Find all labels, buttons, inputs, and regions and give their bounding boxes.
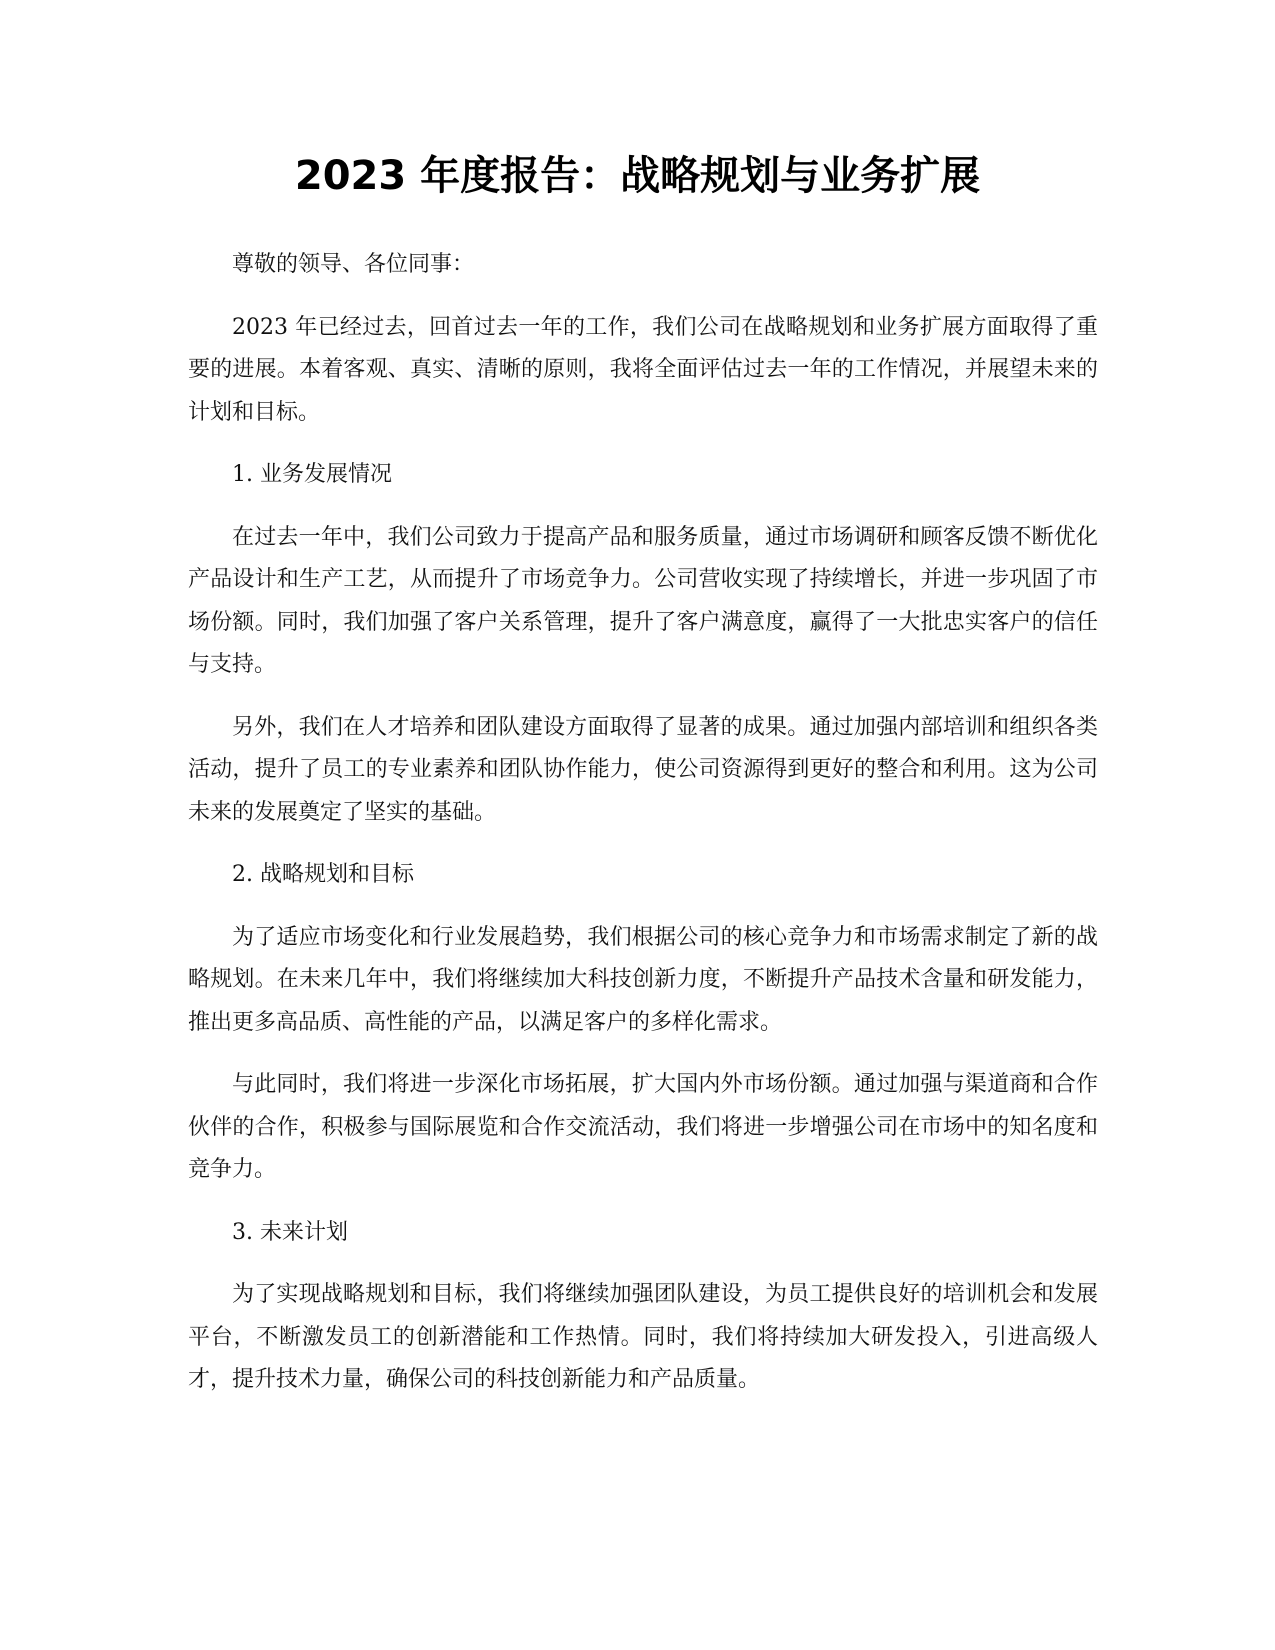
section-heading-strategy: 2. 战略规划和目标 [232,862,414,887]
section-paragraph: 与此同时，我们将进一步深化市场拓展，扩大国内外市场份额。通过加强与渠道商和合作伙伴的合作，积极参与国际展览和合作交流活动，我们将进一步增强公司在市场中的知名度和竞争力。 [188,1072,1098,1182]
section-paragraph: 在过去一年中，我们公司致力于提高产品和服务质量，通过市场调研和顾客反馈不断优化产品设计和生产工艺，从而提升了市场竞争力。公司营收实现了持续增长，并进一步巩固了市场份额。同时，我们加强了客户关系管理，提升了客户满意度，赢得了一大批忠实客户的信任与支持。 [188,524,1098,677]
document-body [188,244,1098,1422]
intro-paragraph: 2023 年已经过去，回首过去一年的工作，我们公司在战略规划和业务扩展方面取得了重要的进展。本着客观、真实、清晰的原则，我将全面评估过去一年的工作情况，并展望未来的计划和目标。 [188,314,1098,425]
section-paragraph: 另外，我们在人才培养和团队建设方面取得了显著的成果。通过加强内部培训和组织各类活动，提升了员工的专业素养和团队协作能力，使公司资源得到更好的整合和利用。这为公司未来的发展奠定了坚实的基础。 [188,714,1098,825]
section-paragraph: 为了适应市场变化和行业发展趋势，我们根据公司的核心竞争力和市场需求制定了新的战略规划。在未来几年中，我们将继续加大科技创新力度，不断提升产品技术含量和研发能力，推出更多高品质、高性能的产品，以满足客户的多样化需求。 [188,924,1098,1035]
greeting: 尊敬的领导、各位同事： [232,252,475,277]
section-heading-business: 1. 业务发展情况 [232,462,392,487]
section-heading-future: 3. 未来计划 [232,1219,348,1245]
section-paragraph: 为了实现战略规划和目标，我们将继续加强团队建设，为员工提供良好的培训机会和发展平台，不断激发员工的创新潜能和工作热情。同时，我们将持续加大研发投入，引进高级人才，提升技术力量，确保公司的科技创新能力和产品质量。 [188,1282,1098,1392]
document-title: 2023 年度报告：战略规划与业务扩展 [294,153,981,199]
